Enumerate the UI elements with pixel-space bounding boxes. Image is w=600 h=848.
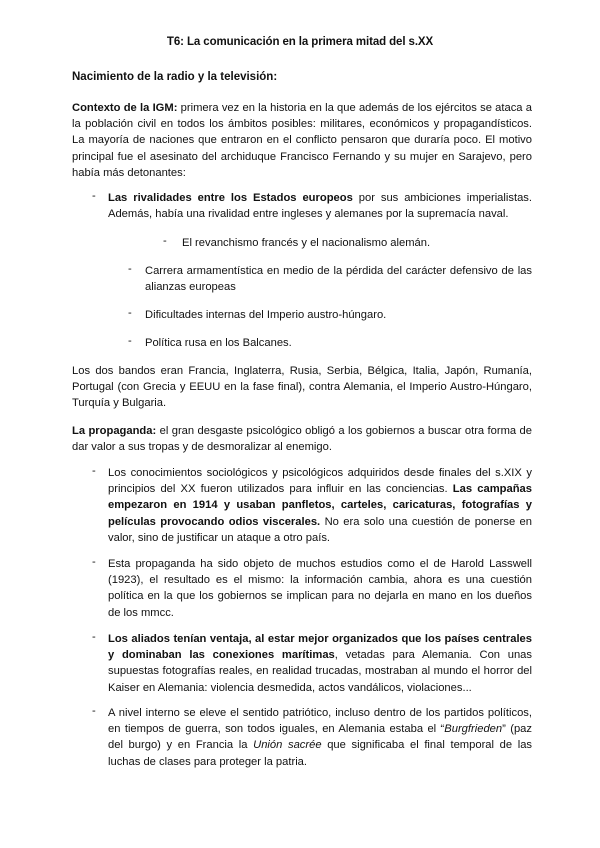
bullet-dash: - <box>92 190 96 202</box>
propaganda-point-3 <box>108 631 532 696</box>
p3-text: , vetadas para Alemania. Con unas supuestas fotografías reales, en realidad trucadas, mostraban al mundo el horror del Kaiser en Alemania: violencia desmedida, actos vandálicos, violaciones... <box>108 649 532 694</box>
bullet-dash: - <box>92 556 96 568</box>
context-paragraph <box>72 100 532 181</box>
rivalries-bold: Las rivalidades entre los Estados europeos <box>108 192 353 204</box>
p4-c: que significaba el final temporal de las luchas de clases para proteger la patria. <box>108 739 533 768</box>
cause-russia: Política rusa en los Balcanes. <box>145 337 292 349</box>
page-title: T6: La comunicación en la primera mitad del s.XX <box>166 36 434 48</box>
context-text: primera vez en la historia en la que además de los ejércitos se ataca a la población civil en todos los ámbitos posibles: militares, económicos y propagandísticos. La mayoría de naciones que entraron en el conflicto pensaron que duraría poco. El motivo principal fue el asesinato del archiduque Francisco Fernando y su mujer en Sarajevo, pero había más detonantes: <box>72 102 532 179</box>
rivalries-text: por sus ambiciones imperialistas. Además, había una rivalidad entre ingleses y alemanes por la supremacía naval. <box>108 192 532 221</box>
cause-rivalries <box>108 190 532 222</box>
p1-text: Los conocimientos sociológicos y psicológicos adquiridos desde finales del s.XIX y principios del XX fueron utilizados para influir en las conciencias. <box>108 467 532 496</box>
context-label: Contexto de la IGM: <box>72 102 178 114</box>
bullet-dash: - <box>92 465 96 477</box>
propaganda-point-1 <box>108 465 532 546</box>
propaganda-label: La propaganda: <box>72 425 157 437</box>
p4-italic-burgfrieden: Burgfrieden <box>444 723 503 736</box>
cause-austria: Dificultades internas del Imperio austro-húngaro. <box>145 309 387 321</box>
bullet-dash: - <box>92 705 96 717</box>
propaganda-point-2: Esta propaganda ha sido objeto de muchos estudios como el de Harold Lasswell (1923), el resultado es el mismo: la información cambia, ahora es una cuestión política en la que los gobiernos se implican para no dejarla en mano en los dueños de los mmcc. <box>108 558 532 619</box>
bullet-dash: - <box>128 335 132 347</box>
p4-a: A nivel interno se eleve el sentido patriótico, incluso dentro de los partidos políticos, en tiempos de guerra, son todos iguales, en Alemania estaba el “ <box>108 707 532 736</box>
cause-arms-race: Carrera armamentística en medio de la pérdida del carácter defensivo de las alianzas europeas <box>145 265 532 294</box>
propaganda-text: el gran desgaste psicológico obligó a los gobiernos a buscar otra forma de dar valor a sus tropas y de desmoralizar al enemigo. <box>72 425 532 454</box>
propaganda-point-4 <box>108 705 532 770</box>
section-heading: Nacimiento de la radio y la televisión: <box>72 71 278 83</box>
cause-revanchism: El revanchismo francés y el nacionalismo alemán. <box>182 237 431 249</box>
p3-bold: Los aliados tenían ventaja, al estar mejor organizados que los países centrales y dominaban las conexiones marítimas <box>108 633 532 662</box>
bullet-dash: - <box>163 235 167 247</box>
sides-paragraph: Los dos bandos eran Francia, Inglaterra, Rusia, Serbia, Bélgica, Italia, Japón, Rumanía, Portugal (con Grecia y EEUU en la fase final), contra Alemania, el Imperio Austro-Húngaro, Turquía y Bulgaria. <box>72 365 532 410</box>
bullet-dash: - <box>92 631 96 643</box>
p1-tail: No era solo una cuestión de ponerse en valor, sino de justificar un ataque a otro país. <box>108 515 533 544</box>
bullet-dash: - <box>128 263 132 275</box>
propaganda-paragraph <box>72 423 532 455</box>
p1-bold: Las campañas empezaron en 1914 y usaban panfletos, carteles, caricaturas, fotografías y películas provocando odios viscerales. <box>108 483 532 528</box>
p4-italic-union-sacree: Unión sacrée <box>253 739 322 752</box>
bullet-dash: - <box>128 307 132 319</box>
p4-b: ” (paz del burgo) y en Francia la <box>108 723 532 752</box>
